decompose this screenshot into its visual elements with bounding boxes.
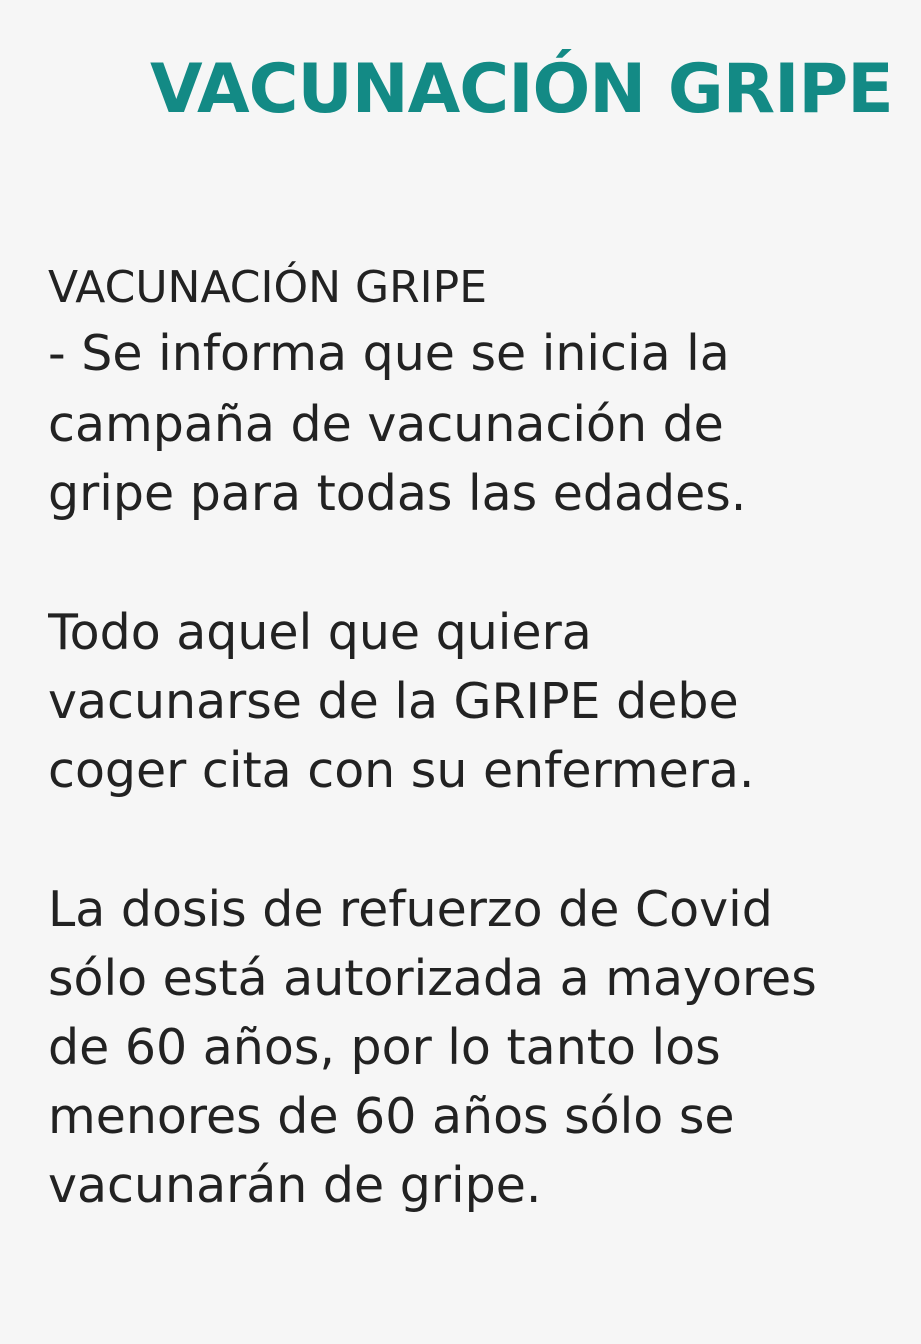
paragraph-line: La dosis de refuerzo de Covid — [48, 881, 773, 938]
paragraph-line: campaña de vacunación de — [48, 396, 724, 453]
notice-subtitle: VACUNACIÓN GRIPE — [48, 262, 487, 313]
notice-body — [48, 258, 921, 1220]
paragraph-line: vacunarán de gripe. — [48, 1157, 542, 1214]
paragraph-campaign-start — [48, 318, 921, 528]
paragraph-appointment — [48, 598, 921, 805]
paragraph-line: - Se informa que se inicia la — [48, 325, 730, 382]
paragraph-line: vacunarse de la GRIPE debe — [48, 673, 739, 730]
paragraph-line: coger cita con su enfermera. — [48, 742, 755, 799]
paragraph-line: gripe para todas las edades. — [48, 465, 747, 522]
paragraph-line: Todo aquel que quiera — [48, 604, 592, 661]
page-title: VACUNACIÓN GRIPE — [150, 50, 893, 129]
paragraph-line: de 60 años, por lo tanto los — [48, 1019, 721, 1076]
paragraph-line: menores de 60 años sólo se — [48, 1088, 735, 1145]
paragraph-line: sólo está autorizada a mayores — [48, 950, 817, 1007]
paragraph-covid-booster — [48, 875, 921, 1220]
